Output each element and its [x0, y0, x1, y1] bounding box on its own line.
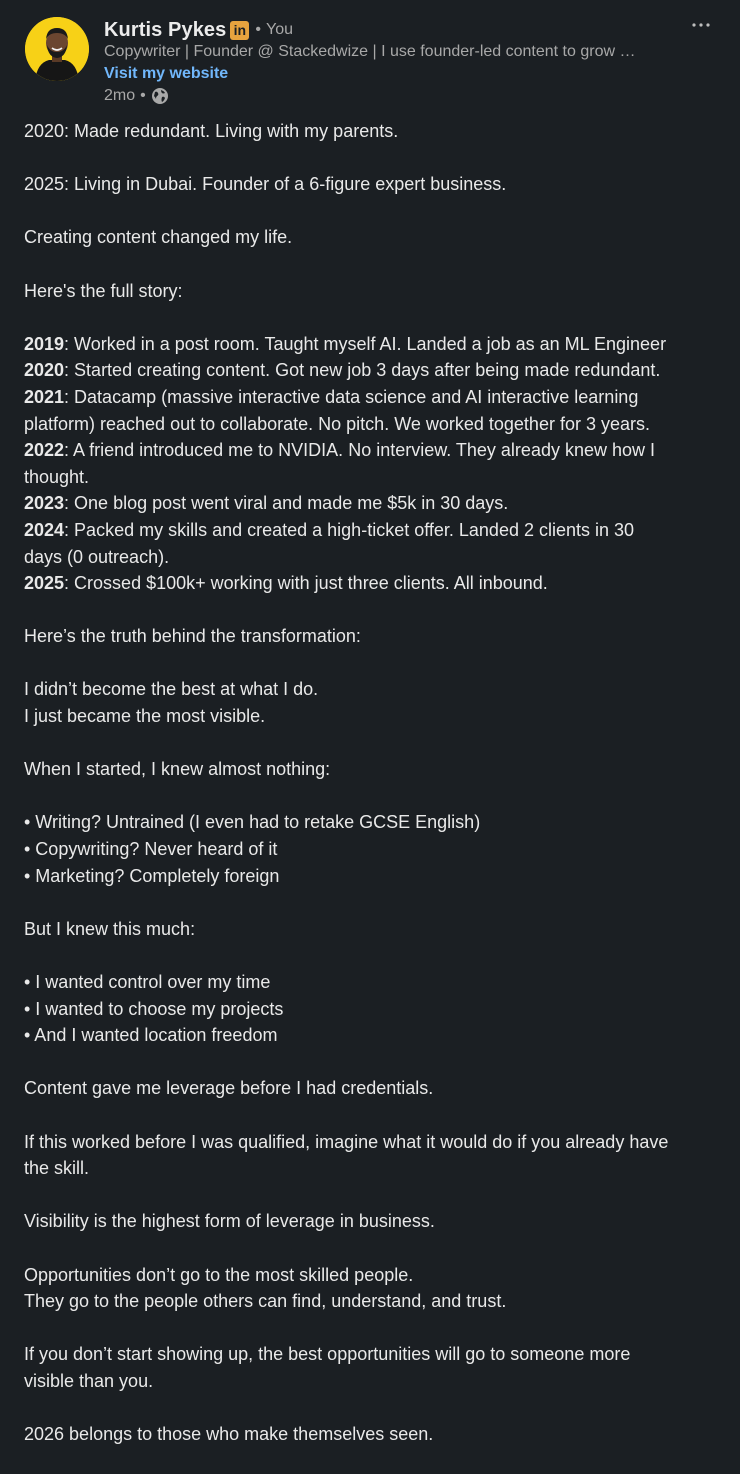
- text-line: Here's the full story:: [24, 280, 183, 301]
- post-meta: [104, 87, 169, 105]
- timeline-text: : Packed my skills and created a high-ticket offer. Landed 2 clients in 30: [64, 519, 635, 540]
- paragraph: [24, 1262, 724, 1315]
- text-line: Opportunities don’t go to the most skilled people.: [24, 1264, 414, 1285]
- paragraph: [24, 916, 724, 943]
- timeline-text: : Worked in a post room. Taught myself AI. Landed a job as an ML Engineer: [64, 333, 667, 354]
- linkedin-premium-icon: in: [230, 21, 249, 40]
- text-line: But I knew this much:: [24, 918, 196, 939]
- text-line: When I started, I knew almost nothing:: [24, 759, 331, 780]
- timeline-year: 2025: [24, 573, 65, 594]
- list-item: • And I wanted location freedom: [24, 1025, 278, 1046]
- text-line: If this worked before I was qualified, imagine what it would do if you already have: [24, 1131, 669, 1152]
- post-time: 2mo: [104, 87, 136, 104]
- timeline-text: : Started creating content. Got new job 3 days after being made redundant.: [64, 360, 661, 381]
- bullet-list: [24, 969, 724, 1049]
- timeline-entry: [24, 331, 724, 358]
- list-item: • Marketing? Completely foreign: [24, 865, 280, 886]
- list-item: • I wanted control over my time: [24, 972, 271, 992]
- paragraph: [24, 1421, 724, 1448]
- timeline-entry: [24, 517, 724, 544]
- paragraph: [24, 1341, 724, 1394]
- timeline-year: 2019: [24, 333, 65, 354]
- paragraph: [24, 1208, 724, 1235]
- paragraph: [24, 623, 724, 650]
- timeline-entry: [24, 490, 724, 517]
- timeline-entry: [24, 570, 724, 597]
- timeline-text: : Datacamp (massive interactive data science and AI interactive learning: [64, 386, 639, 407]
- timeline-text: : One blog post went viral and made me $5k in 30 days.: [64, 493, 509, 514]
- timeline-entry: [24, 384, 724, 411]
- paragraph: [24, 1129, 724, 1182]
- relation-label: You: [265, 21, 293, 38]
- timeline-entry: [24, 357, 724, 384]
- paragraph: [24, 1075, 724, 1102]
- list-item: • Copywriting? Never heard of it: [24, 839, 278, 860]
- paragraph: [24, 118, 724, 145]
- timeline-year: 2022: [24, 440, 65, 461]
- post-body: [24, 118, 724, 1474]
- author-headline: Copywriter | Founder @ Stackedwize | I use founder-led content to grow …: [104, 43, 636, 60]
- text-line: They go to the people others can find, understand, and trust.: [24, 1291, 507, 1312]
- text-line: 2026 belongs to those who make themselves seen.: [24, 1424, 434, 1445]
- timeline-year: 2023: [24, 493, 65, 514]
- text-line: 2020: Made redundant. Living with my parents.: [24, 121, 399, 141]
- text-line: I just became the most visible.: [24, 706, 266, 727]
- paragraph: [24, 676, 724, 729]
- timeline: [24, 331, 724, 597]
- timeline-year: 2021: [24, 386, 65, 407]
- list-item: • Writing? Untrained (I even had to retake GCSE English): [24, 812, 481, 833]
- paragraph: [24, 171, 724, 198]
- more-options-icon[interactable]: [686, 10, 716, 40]
- timeline-year: 2024: [24, 519, 65, 540]
- text-line: If you don’t start showing up, the best opportunities will go to someone more: [24, 1344, 631, 1365]
- timeline-year: 2020: [24, 360, 65, 381]
- paragraph: [24, 278, 724, 305]
- globe-icon: [151, 87, 169, 105]
- text-line: I didn’t become the best at what I do.: [24, 679, 319, 700]
- post-header: [0, 0, 740, 120]
- timeline-continuation: platform) reached out to collaborate. No pitch. We worked together for 3 years.: [24, 413, 650, 434]
- timeline-text: : A friend introduced me to NVIDIA. No interview. They already knew how I: [64, 440, 656, 461]
- paragraph: [24, 756, 724, 783]
- bullet-list: [24, 809, 724, 889]
- text-line: Visibility is the highest form of leverage in business.: [24, 1211, 435, 1232]
- paragraph: [24, 224, 724, 251]
- timeline-text: : Crossed $100k+ working with just three clients. All inbound.: [64, 573, 548, 594]
- timeline-continuation: thought.: [24, 466, 90, 487]
- text-line: the skill.: [24, 1158, 90, 1179]
- separator-dot: •: [140, 87, 146, 104]
- timeline-continuation: days (0 outreach).: [24, 546, 170, 567]
- timeline-entry: [24, 437, 724, 464]
- author-name[interactable]: Kurtis Pykes: [104, 18, 227, 41]
- text-line: 2025: Living in Dubai. Founder of a 6-figure expert business.: [24, 174, 507, 195]
- separator-dot: •: [255, 21, 261, 38]
- visit-website-link[interactable]: Visit my website: [104, 65, 229, 82]
- avatar[interactable]: [25, 17, 89, 81]
- text-line: Here’s the truth behind the transformation:: [24, 626, 361, 647]
- list-item: • I wanted to choose my projects: [24, 998, 284, 1019]
- text-line: Content gave me leverage before I had credentials.: [24, 1078, 434, 1099]
- text-line: Creating content changed my life.: [24, 227, 293, 248]
- text-line: visible than you.: [24, 1370, 154, 1391]
- author-name-row: [104, 16, 293, 44]
